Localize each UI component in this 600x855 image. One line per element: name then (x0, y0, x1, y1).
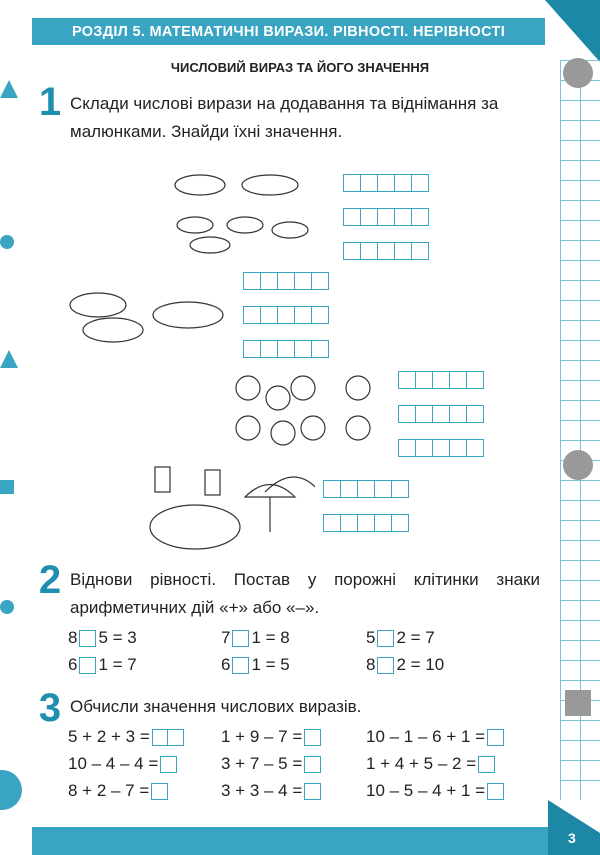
expression-text: 1 + 9 – 7 = (221, 727, 303, 746)
circle-shape-icon (0, 235, 14, 249)
answer-cells[interactable] (398, 405, 483, 423)
answer-box[interactable] (487, 783, 504, 800)
operand: 7 (221, 628, 231, 647)
expression-text: 8 + 2 – 7 = (68, 781, 150, 800)
equation (221, 628, 290, 648)
answer-cells[interactable] (243, 306, 328, 324)
answer-box[interactable] (304, 756, 321, 773)
sign-input-box[interactable] (377, 630, 394, 647)
hedgehog-mushrooms-illustration (145, 462, 315, 552)
expression-text: 3 + 7 – 5 = (221, 754, 303, 773)
answer-box[interactable] (151, 783, 168, 800)
footer-bar (32, 827, 548, 855)
task-number: 3 (38, 686, 62, 730)
answer-cells[interactable] (343, 208, 428, 226)
square-shape-icon (0, 480, 14, 494)
sign-input-box[interactable] (232, 630, 249, 647)
task-instruction: Обчисли значення числових виразів. (70, 697, 362, 716)
equation-rest: 1 = 8 (251, 628, 290, 647)
operand: 8 (366, 655, 376, 674)
expression (366, 727, 506, 747)
circle-shape-icon (563, 450, 593, 480)
task-instruction: Склади числові вирази на додавання та віднімання за малюнками. Знайди їхні значення. (70, 94, 499, 141)
chicks-illustration (228, 368, 388, 460)
swans-ducks-illustration (170, 150, 320, 260)
expression-text: 1 + 4 + 5 – 2 = (366, 754, 477, 773)
answer-cells[interactable] (323, 514, 408, 532)
equation (366, 655, 444, 675)
sign-input-box[interactable] (232, 657, 249, 674)
expression (221, 781, 323, 801)
answer-box[interactable] (160, 756, 177, 773)
expression (221, 754, 323, 774)
task-number: 2 (38, 558, 62, 602)
answer-cells[interactable] (243, 340, 328, 358)
section-header: РОЗДІЛ 5. МАТЕМАТИЧНІ ВИРАЗИ. РІВНОСТІ. НЕРІВНОСТІ (32, 18, 545, 45)
expression-text: 3 + 3 – 4 = (221, 781, 303, 800)
task-instruction: Віднови рівності. Постав у порожні клітинки знаки арифметичних дій «+» або «–». (70, 570, 540, 617)
equation-rest: 1 = 7 (98, 655, 137, 674)
triangle-shape-icon (0, 350, 18, 368)
sign-input-box[interactable] (79, 630, 96, 647)
answer-box[interactable] (478, 756, 495, 773)
expression (221, 727, 323, 747)
answer-cells[interactable] (343, 174, 428, 192)
expression-text: 10 – 1 – 6 + 1 = (366, 727, 486, 746)
equation (68, 628, 137, 648)
task-number: 1 (38, 80, 62, 124)
grid-decoration (560, 60, 600, 800)
expression (366, 781, 506, 801)
operand: 6 (221, 655, 231, 674)
answer-cells[interactable] (243, 272, 328, 290)
sign-input-box[interactable] (79, 657, 96, 674)
equation-rest: 2 = 10 (396, 655, 445, 674)
corner-decoration (545, 0, 600, 62)
expression-text: 5 + 2 + 3 = (68, 727, 150, 746)
page-corner (548, 800, 600, 855)
answer-box[interactable] (304, 729, 321, 746)
circle-shape-icon (0, 770, 22, 810)
equation-rest: 1 = 5 (251, 655, 290, 674)
answer-box[interactable] (152, 729, 184, 746)
expression-text: 10 – 5 – 4 + 1 = (366, 781, 486, 800)
operand: 8 (68, 628, 78, 647)
triangle-shape-icon (0, 80, 18, 98)
answer-box[interactable] (487, 729, 504, 746)
equation (68, 655, 137, 675)
operand: 5 (366, 628, 376, 647)
circle-shape-icon (0, 600, 14, 614)
expression-text: 10 – 4 – 4 = (68, 754, 159, 773)
page-number: 3 (568, 830, 576, 846)
equation-rest: 5 = 3 (98, 628, 137, 647)
equation (221, 655, 290, 675)
lesson-title: ЧИСЛОВИЙ ВИРАЗ ТА ЙОГО ЗНАЧЕННЯ (170, 60, 430, 75)
sign-input-box[interactable] (377, 657, 394, 674)
ducks-illustration (68, 285, 228, 355)
answer-cells[interactable] (398, 439, 483, 457)
expression (68, 727, 186, 747)
answer-cells[interactable] (343, 242, 428, 260)
expression (366, 754, 497, 774)
equation-rest: 2 = 7 (396, 628, 435, 647)
square-shape-icon (565, 690, 591, 716)
answer-box[interactable] (304, 783, 321, 800)
expression (68, 754, 179, 774)
expression (68, 781, 170, 801)
answer-cells[interactable] (398, 371, 483, 389)
operand: 6 (68, 655, 78, 674)
answer-cells[interactable] (323, 480, 408, 498)
equation (366, 628, 435, 648)
